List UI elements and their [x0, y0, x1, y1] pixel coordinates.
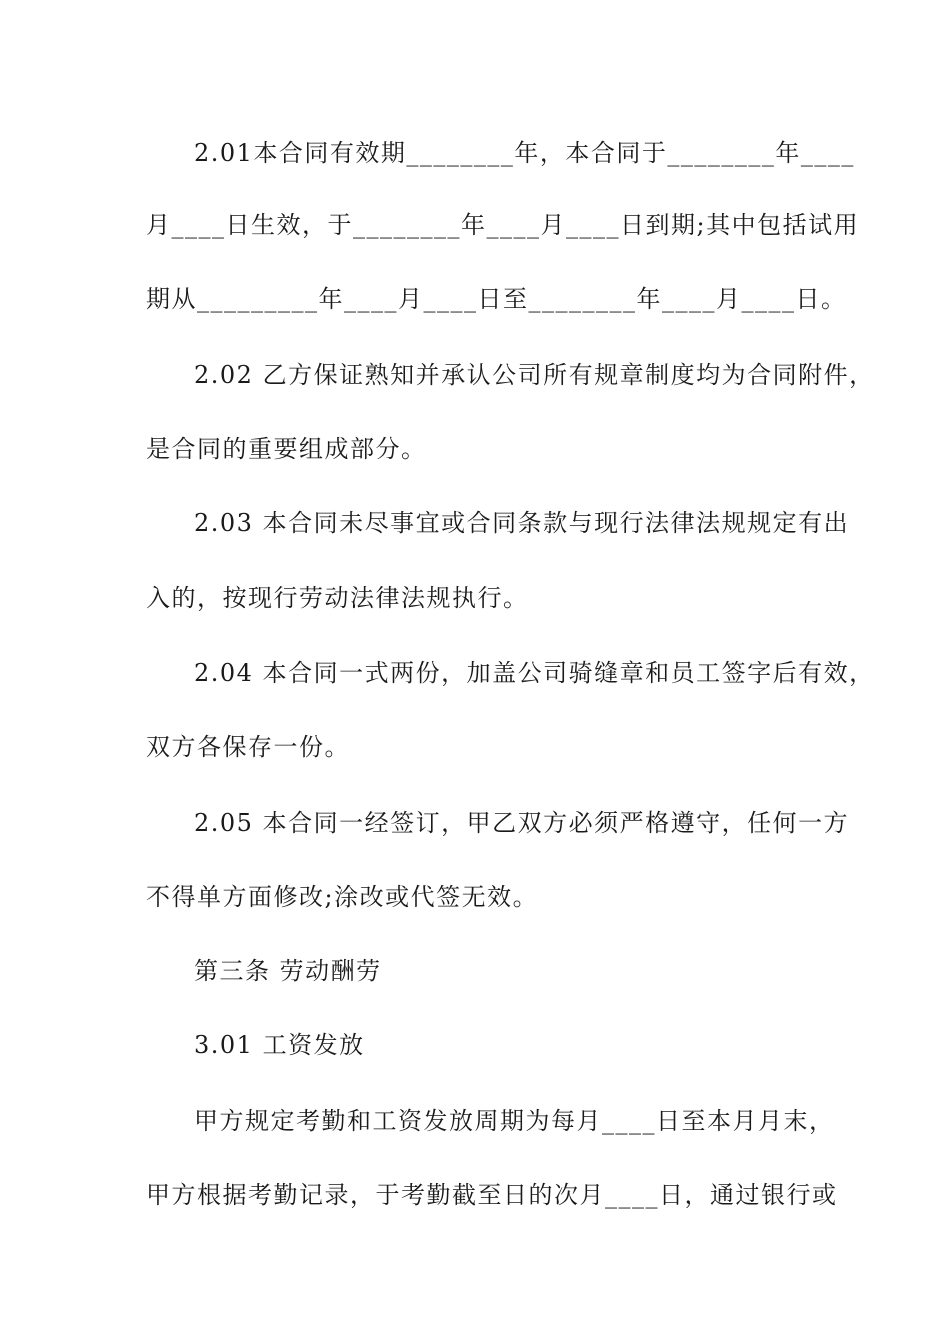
clause-2-01-line-2: 月____日生效，于________年____月____日到期;其中包括试用 — [146, 211, 860, 239]
clause-2-04-line-2: 双方各保存一份。 — [146, 733, 350, 761]
clause-2-03-line-1: 2.03 本合同未尽事宜或合同条款与现行法律法规规定有出 — [194, 509, 850, 537]
clause-2-04-line-1: 2.04 本合同一式两份，加盖公司骑缝章和员工签字后有效， — [194, 659, 875, 687]
clause-3-01-heading: 3.01 工资发放 — [194, 1031, 365, 1059]
article-3-heading: 第三条 劳动酬劳 — [194, 957, 382, 985]
clause-2-05-line-1: 2.05 本合同一经签订，甲乙双方必须严格遵守，任何一方 — [194, 809, 850, 837]
clause-3-01-body-line-2: 甲方根据考勤记录，于考勤截至日的次月____日，通过银行或 — [146, 1181, 838, 1209]
clause-2-05-line-2: 不得单方面修改;涂改或代签无效。 — [146, 883, 539, 911]
clause-2-02-line-1: 2.02 乙方保证熟知并承认公司所有规章制度均为合同附件， — [194, 361, 875, 389]
clause-2-01-line-1: 2.01本合同有效期________年，本合同于________年____ — [194, 139, 855, 167]
clause-2-01-line-3: 期从_________年____月____日至________年____月____日。 — [146, 285, 847, 313]
clause-2-03-line-2: 入的，按现行劳动法律法规执行。 — [146, 584, 529, 612]
clause-3-01-body-line-1: 甲方规定考勤和工资发放周期为每月____日至本月月末， — [194, 1107, 835, 1135]
clause-2-02-line-2: 是合同的重要组成部分。 — [146, 435, 427, 463]
